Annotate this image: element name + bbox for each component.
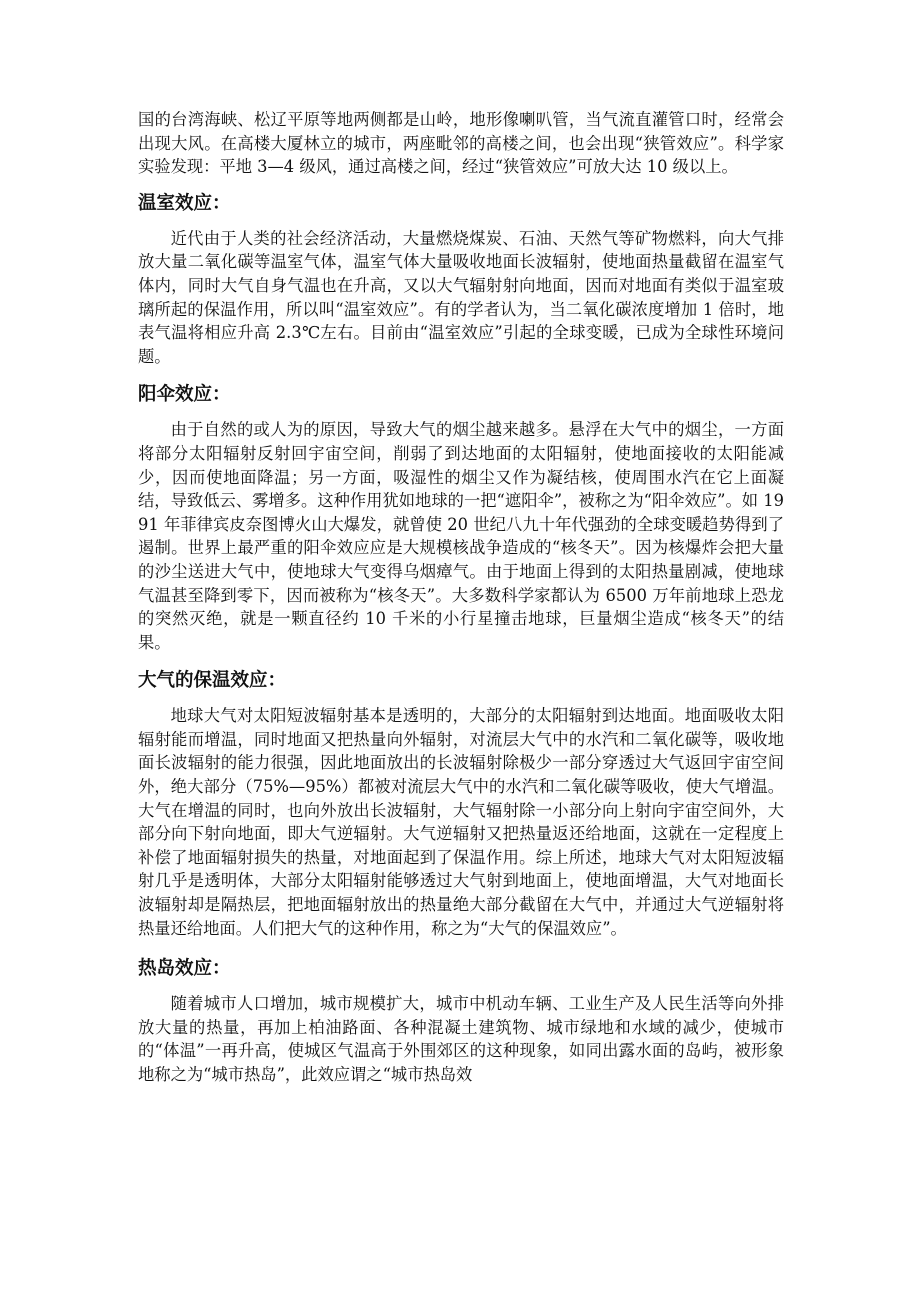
document-page — [138, 108, 784, 1087]
section-body-heat-island-effect: 随着城市人口增加，城市规模扩大，城市中机动车辆、工业生产及人民生活等向外排放大量的热量，再加上柏油路面、各种混凝土建筑物、城市绿地和水域的减少，使城市的“体温”一再升高，使城区气温高于外围郊区的这种现象，如同出露水面的岛屿，被形象地称之为“城市热岛”，此效应谓之“城市热岛效 — [138, 994, 784, 1084]
intro-paragraph: 国的台湾海峡、松辽平原等地两侧都是山岭，地形像喇叭管，当气流直灌管口时，经常会出现大风。在高楼大厦林立的城市，两座毗邻的高楼之间，也会出现“狭管效应”。科学家实验发现：平地 3—4 级风，通过高楼之间，经过“狭管效应”可放大达 10 级以上。 — [138, 110, 784, 177]
section-body-greenhouse-effect: 近代由于人类的社会经济活动，大量燃烧煤炭、石油、天然气等矿物燃料，向大气排放大量二氧化碳等温室气体，温室气体大量吸收地面长波辐射，使地面热量截留在温室气体内，同时大气自身气温也在升高，又以大气辐射射向地面，因而对地面有类似于温室玻璃所起的保温作用，所以叫“温室效应”。有的学者认为，当二氧化碳浓度增加 1 倍时，地表气温将相应升高 2.3℃左右。目前由“温室效应”引起的全球变暖，已成为全球性环境问题。 — [138, 228, 784, 366]
section-heading-greenhouse-effect: 温室效应： — [138, 192, 231, 214]
section-body-atmospheric-insulation-effect: 地球大气对太阳短波辐射基本是透明的，大部分的太阳辐射到达地面。地面吸收太阳辐射能而增温，同时地面又把热量向外辐射，对流层大气中的水汽和二氧化碳等，吸收地面长波辐射的能力很强，因此地面放出的长波辐射除极少一部分穿透过大气返回宇宙空间外，绝大部分（75%—95%）都被对流层大气中的水汽和二氧化碳等吸收，使大气增温。大气在增温的同时，也向外放出长波辐射，大气辐射除一小部分向上射向宇宙空间外，大部分向下射向地面，即大气逆辐射。大气逆辐射又把热量返还给地面，这就在一定程度上补偿了地面辐射损失的热量，对地面起到了保温作用。综上所述，地球大气对太阳短波辐射几乎是透明体，大部分太阳辐射能够透过大气射到地面上，使地面增温，大气对地面长波辐射却是隔热层，把地面辐射放出的热量绝大部分截留在大气中，并通过大气逆辐射将热量还给地面。人们把大气的这种作用，称之为“大气的保温效应”。 — [138, 706, 784, 938]
section-heading-atmospheric-insulation-effect: 大气的保温效应： — [138, 670, 287, 692]
section-heading-heat-island-effect: 热岛效应： — [138, 958, 231, 980]
section-heading-parasol-effect: 阳伞效应： — [138, 384, 231, 406]
section-body-parasol-effect: 由于自然的或人为的原因，导致大气的烟尘越来越多。悬浮在大气中的烟尘，一方面将部分太阳辐射反射回宇宙空间，削弱了到达地面的太阳辐射，使地面接收的太阳能减少，因而使地面降温；另一方面，吸湿性的烟尘又作为凝结核，使周围水汽在它上面凝结，导致低云、雾增多。这种作用犹如地球的一把“遮阳伞”，被称之为“阳伞效应”。如 1991 年菲律宾皮奈图博火山大爆发，就曾使 20 世纪八九十年代强劲的全球变暖趋势得到了遏制。世界上最严重的阳伞效应应是大规模核战争造成的“核冬天”。因为核爆炸会把大量的沙尘送进大气中，使地球大气变得乌烟瘴气。由于地面上得到的太阳热量剧减，使地球气温甚至降到零下，因而被称为“核冬天”。大多数科学家都认为 6500 万年前地球上恐龙的突然灭绝，就是一颗直径约 10 千米的小行星撞击地球，巨量烟尘造成“核冬天”的结果。 — [138, 420, 784, 652]
